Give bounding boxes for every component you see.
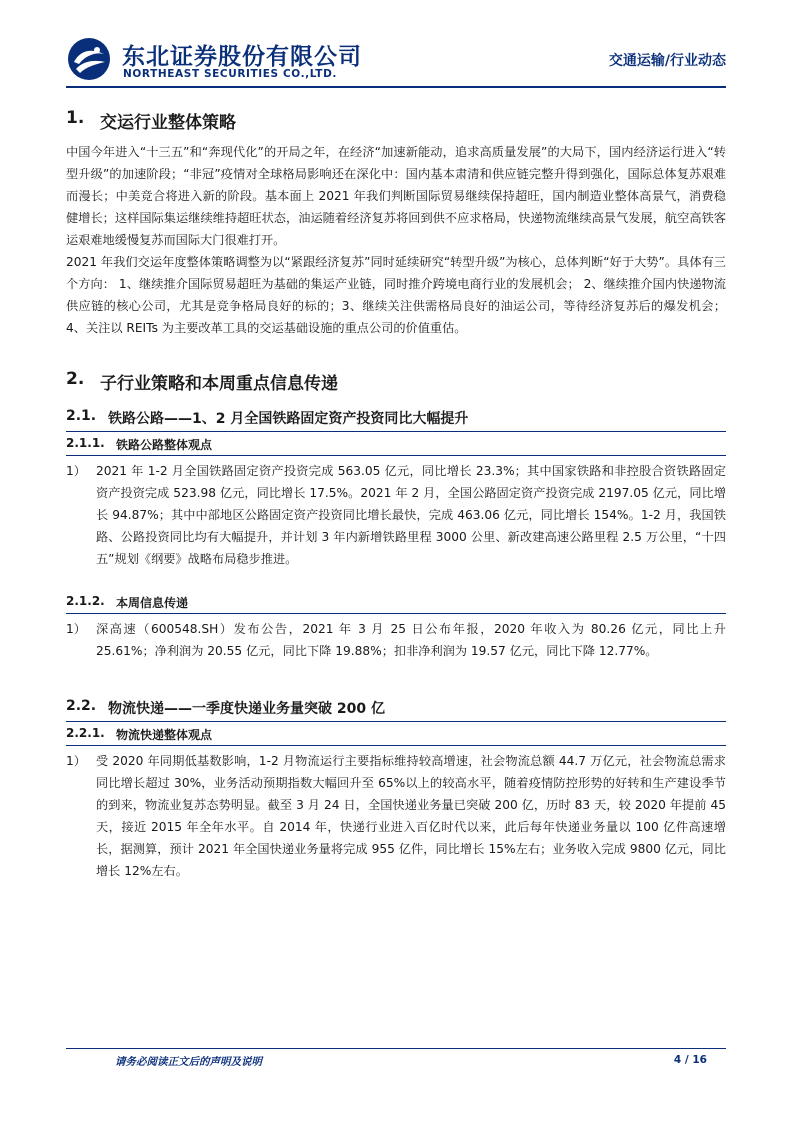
subsection-title: 物流快递——一季度快递业务量突破 200 亿: [108, 701, 385, 717]
page-number: 4 / 16: [673, 1054, 707, 1066]
page-header: [66, 28, 726, 88]
header-divider: [66, 86, 726, 88]
heading-title: 物流快递整体观点: [116, 728, 213, 742]
heading-number: 2.1.1.: [66, 436, 105, 450]
sub-subsection-heading: [66, 436, 726, 456]
subsection-number: 2.1.: [66, 408, 97, 424]
heading-title: 铁路公路整体观点: [116, 438, 213, 452]
section-title: 子行业策略和本周重点信息传递: [100, 374, 338, 394]
disclaimer-note: 请务必阅读正文后的声明及说明: [115, 1056, 262, 1068]
list-item: [66, 460, 726, 570]
company-name-en: NORTHEAST SECURITIES CO.,LTD.: [123, 68, 337, 80]
heading-title: 本周信息传递: [116, 596, 189, 610]
heading-number: 2.2.1.: [66, 726, 105, 740]
list-item: [66, 618, 726, 662]
item-number: 1）: [66, 464, 86, 478]
subsection-heading: [66, 408, 726, 432]
section-number: 2.: [66, 369, 85, 389]
page-content: [66, 96, 726, 882]
footer-divider: [66, 1048, 726, 1049]
list-item: [66, 750, 726, 882]
company-name-cn: 东北证券股份有限公司: [122, 44, 362, 70]
subsection-heading: [66, 698, 726, 722]
sub-subsection-heading: [66, 726, 726, 746]
company-logo-icon: [66, 36, 112, 82]
paragraph: 中国今年进入“十三五”和“奔现代化”的开局之年，在经济“加速新能动，追求高质量发展”的大局下，国内经济运行进入“转型升级”的加速阶段；“非冠”疫情对全球格局影响还在深化中：国内基本肃清和供应链完整升得到强化，国际总体复苏艰难而漫长；中美竞合将进入新的阶段。基本面上 2021 年我们判断国际贸易继续保持超旺，国内制造业整体高景气，消费稳健增长；这样国际集运继续维持超旺状态，油运随着经济复苏将回到供不应求格局，快递物流继续高景气发展，航空高铁客运艰难地缓慢复苏而国际大门很难打开。: [66, 145, 726, 247]
paragraph: 2021 年我们交运年度整体策略调整为以“紧跟经济复苏”同时延续研究“转型升级”为核心，总体判断“好于大势”。具体有三个方向： 1、继续推介国际贸易超旺为基础的集运产业链，同时推介跨境电商行业的发展机会； 2、继续推介国内快递物流供应链的核心公司，尤其是竞争格局良好的标的；3、继续关注供需格局良好的油运公司，等待经济复苏后的爆发机会；4、关注以 REITs 为主要改革工具的交运基础设施的重点公司的价值重估。: [66, 255, 726, 335]
section-2-heading: [66, 369, 726, 394]
item-text: 深高速（600548.SH）发布公告，2021 年 3 月 25 日公布年报，2020 年收入为 80.26 亿元，同比上升 25.61%；净利润为 20.55 亿元，同比下降 19.88%；扣非净利润为 19.57 亿元，同比下降 12.77%。: [96, 622, 726, 658]
section-number: 1.: [66, 108, 85, 128]
heading-number: 2.1.2.: [66, 594, 105, 608]
item-number: 1）: [66, 754, 86, 768]
section-title: 交运行业整体策略: [100, 113, 236, 133]
item-text: 2021 年 1-2 月全国铁路固定资产投资完成 563.05 亿元，同比增长 23.3%；其中国家铁路和非控股合资铁路固定资产投资完成 523.98 亿元，同比增长 17.5%。2021 年 2 月，全国公路固定资产投资完成 2197.05 亿元，同比增长 94.87%；其中中部地区公路固定资产投资同比增长最快，完成 463.06 亿元，同比增长 154%。1-2 月，我国铁路、公路投资同比均有大幅提升，并计划 3 年内新增铁路里程 3000 公里、新改建高速公路里程 2.5 万公里，“十四五”规划《纲要》战略布局稳步推进。: [96, 464, 726, 566]
section-1-heading: [66, 108, 726, 133]
subsection-number: 2.2.: [66, 698, 97, 714]
subsection-title: 铁路公路——1、2 月全国铁路固定资产投资同比大幅提升: [108, 411, 469, 427]
report-category: 交通运输/行业动态: [608, 53, 726, 69]
item-text: 受 2020 年同期低基数影响，1-2 月物流运行主要指标维持较高增速，社会物流总额 44.7 万亿元，社会物流总需求同比增长超过 30%，业务活动预期指数大幅回升至 65%以上的较高水平，随着疫情防控形势的好转和生产建设季节的到来，物流业复苏态势明显。截至 3 月 24 日，全国快递业务量已突破 200 亿，历时 83 天，较 2020 年提前 45 天，接近 2015 年全年水平。自 2014 年，快递行业进入百亿时代以来，此后每年快递业务量以 100 亿件高速增长，据测算，预计 2021 年全国快递业务量将完成 955 亿件，同比增长 15%左右；业务收入完成 9800 亿元，同比增长 12%左右。: [96, 754, 726, 878]
item-number: 1）: [66, 622, 86, 636]
sub-subsection-heading: [66, 594, 726, 614]
